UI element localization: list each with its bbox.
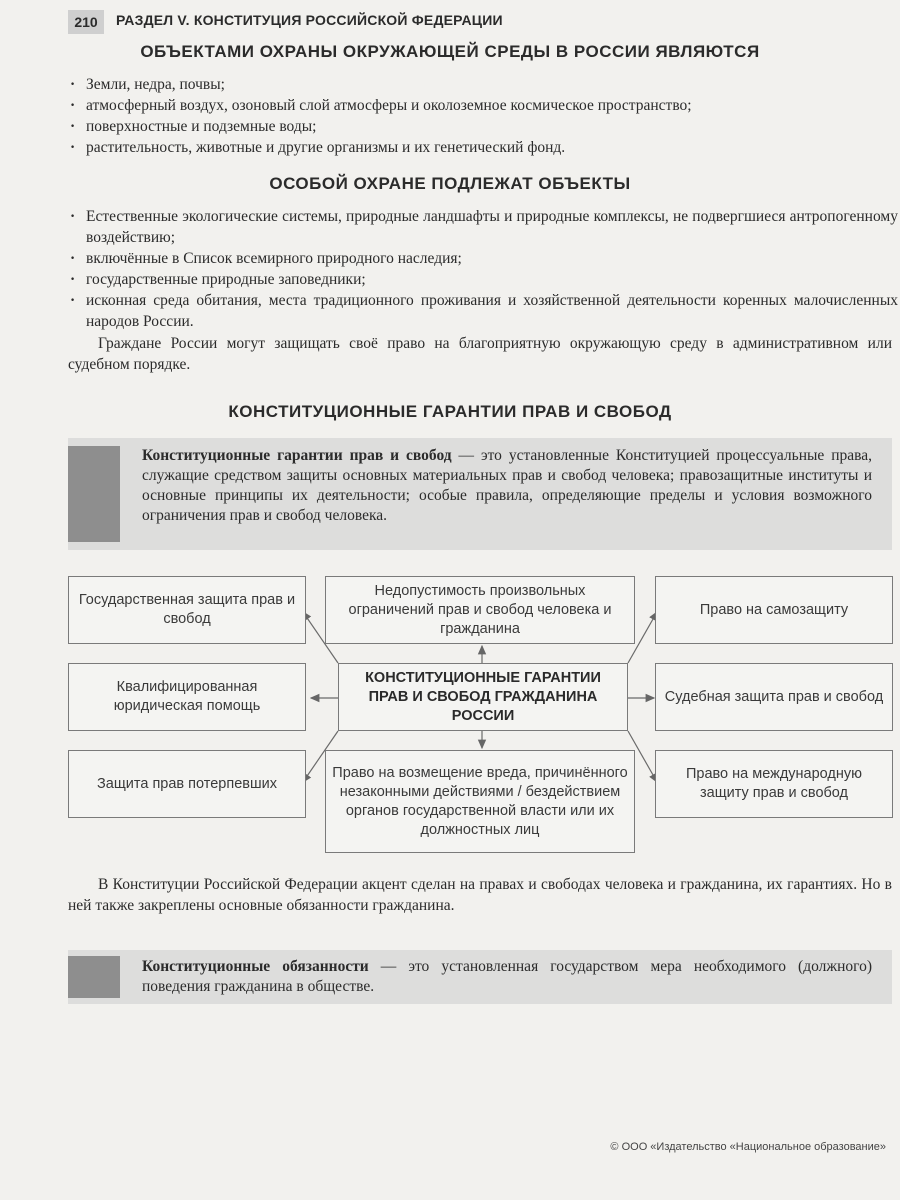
diagram-box-judicial-protection: Судебная защита прав и свобод bbox=[655, 663, 893, 731]
paragraph-duties-intro: В Конституции Российской Федерации акцент сделан на правах и свободах человека и гражданина, их гарантиях. Но в ней также закреплены основные обязанности гражданина. bbox=[68, 876, 892, 914]
diagram-box-compensation: Право на возмещение вреда, причинённого незаконными действиями / бездействием органов государственной власти или их должностных лиц bbox=[325, 750, 635, 853]
diagram-box-victims-protection: Защита прав потерпевших bbox=[68, 750, 306, 818]
section-header: РАЗДЕЛ V. КОНСТИТУЦИЯ РОССИЙСКОЙ ФЕДЕРАЦИИ bbox=[116, 12, 503, 28]
diagram-box-legal-aid: Квалифицированная юридическая помощь bbox=[68, 663, 306, 731]
definition-marker bbox=[68, 446, 120, 542]
list-item: · поверхностные и подземные воды; bbox=[68, 116, 898, 137]
heading-objects-protection: ОБЪЕКТАМИ ОХРАНЫ ОКРУЖАЮЩЕЙ СРЕДЫ В РОССИИ ЯВЛЯЮТСЯ bbox=[140, 42, 760, 61]
list-item: · исконная среда обитания, места традиционного проживания и хозяйственной деятельности коренных малочисленных народов России. bbox=[68, 290, 898, 332]
special-protection-list bbox=[68, 206, 898, 332]
definition-box-duties bbox=[68, 950, 892, 1004]
list-item: · государственные природные заповедники; bbox=[68, 269, 898, 290]
footer-copyright: © ООО «Издательство «Национальное образование» bbox=[610, 1141, 886, 1153]
diagram-box-self-defense: Право на самозащиту bbox=[655, 576, 893, 644]
definition-body: — это установленные Конституцией процессуальные права, служащие средством защиты основных материальных прав и свобод человека; правозащитные институты и основные принципы их деятельности; особые правила, определяющие пределы и условия возможного ограничения прав и свобод человека. bbox=[142, 447, 873, 524]
diagram-box-no-arbitrary-limits: Недопустимость произвольных ограничений прав и свобод человека и гражданина bbox=[325, 576, 635, 644]
definition-body: — это установленная государством мера необходимого (должного) поведения гражданина в обществе. bbox=[142, 958, 872, 995]
diagram-box-international-protection: Право на международную защиту прав и свобод bbox=[655, 750, 893, 818]
list-item: · Естественные экологические системы, природные ландшафты и природные комплексы, не подвергшиеся антропогенному воздействию; bbox=[68, 206, 898, 248]
list-item: · включённые в Список всемирного природного наследия; bbox=[68, 248, 898, 269]
paragraph-environment-rights: Граждане России могут защищать своё право на благоприятную окружающую среду в административном или судебном порядке. bbox=[68, 335, 892, 373]
list-item: · Земли, недра, почвы; bbox=[68, 74, 898, 95]
definition-text bbox=[142, 446, 872, 526]
list-item: · атмосферный воздух, озоновый слой атмосферы и околоземное космическое пространство; bbox=[68, 95, 898, 116]
heading-special-protection: ОСОБОЙ ОХРАНЕ ПОДЛЕЖАТ ОБЪЕКТЫ bbox=[269, 174, 631, 193]
diagram-center-box: КОНСТИТУЦИОННЫЕ ГАРАНТИИ ПРАВ И СВОБОД ГРАЖДАНИНА РОССИИ bbox=[338, 663, 628, 731]
list-item: · растительность, животные и другие организмы и их генетический фонд. bbox=[68, 137, 898, 158]
definition-box-guarantees bbox=[68, 438, 892, 550]
heading-guarantees: КОНСТИТУЦИОННЫЕ ГАРАНТИИ ПРАВ И СВОБОД bbox=[228, 402, 672, 421]
definition-term: Конституционные обязанности bbox=[142, 958, 369, 975]
definition-term: Конституционные гарантии прав и свобод bbox=[142, 447, 452, 464]
objects-protection-list bbox=[68, 74, 898, 158]
diagram-box-state-protection: Государственная защита прав и свобод bbox=[68, 576, 306, 644]
page-number: 210 bbox=[68, 10, 104, 34]
definition-text bbox=[142, 957, 872, 997]
definition-marker bbox=[68, 956, 120, 998]
